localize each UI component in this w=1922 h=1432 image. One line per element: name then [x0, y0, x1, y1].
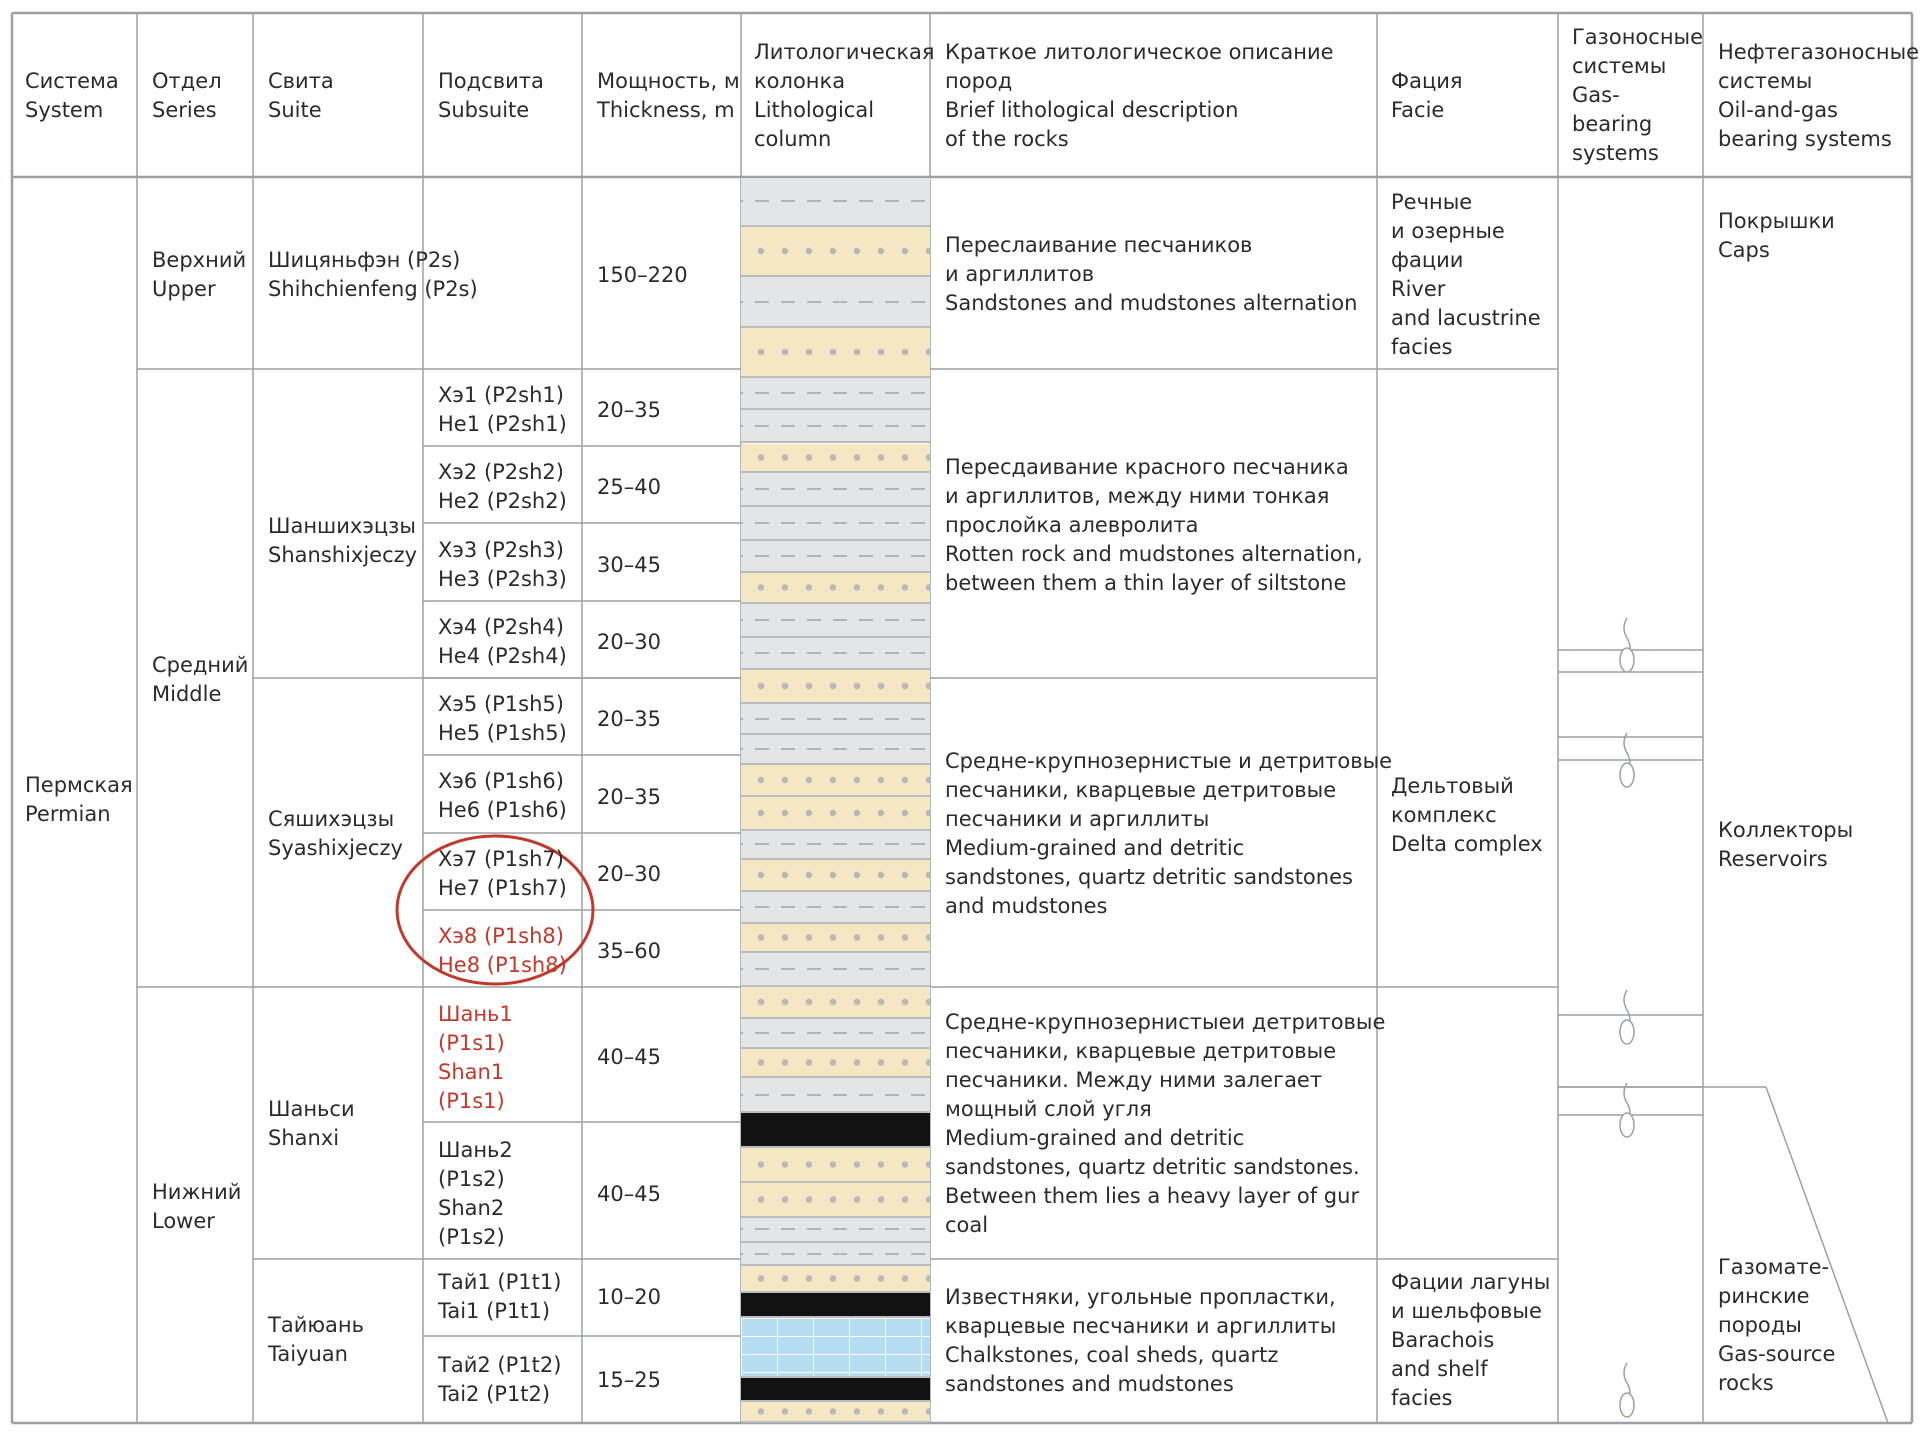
thickness-he1: 20–35 [597, 398, 661, 422]
lith-layer-sandstone [741, 1049, 930, 1079]
series-middle: Средний Middle [152, 653, 249, 706]
thickness-he5: 20–35 [597, 707, 661, 731]
system-permian: Пермская Permian [25, 773, 133, 826]
lith-layer-mudstone [741, 1019, 930, 1049]
thickness-shan1: 40–45 [597, 1045, 661, 1069]
lith-layer-sandstone [741, 765, 930, 797]
lith-layer-mudstone [741, 473, 930, 507]
suite-shihchienfeng: Шицяньфэн (P2s) Shihchienfeng (P2s) [268, 248, 478, 301]
lith-layer-mudstone [741, 892, 930, 924]
lith-layer-mudstone [741, 704, 930, 736]
facie-barachois: Фации лагуны и шельфовые Barachois and shelf facies [1391, 1270, 1551, 1410]
subsuite-shan2: Шань2 (P1s2) Shan2 (P1s2) [438, 1138, 513, 1249]
gas-bubble-icon [1620, 1363, 1634, 1417]
facie-river-lacustrine: Речные и озерные фации River and lacustrine facies [1391, 190, 1541, 359]
description-upper: Переслаивание песчаников и аргиллитов Sandstones and mudstones alternation [945, 233, 1358, 315]
lith-layer-limestone [741, 1318, 930, 1377]
header-facie: Фация Facie [1391, 69, 1463, 122]
lith-layer-sandstone [741, 670, 930, 704]
gas-bubble-icon [1620, 990, 1634, 1044]
suite-shanshixjeczy: Шаншихэцзы Shanshixjeczy [268, 514, 418, 567]
lith-layer-coal [741, 1378, 930, 1402]
header-lith-column: Литологическая колонка Lithological column [754, 40, 935, 151]
header-series: Отдел Series [152, 69, 222, 122]
thickness-he8: 35–60 [597, 939, 661, 963]
thickness-he2: 25–40 [597, 475, 661, 499]
lith-layer-mudstone [741, 735, 930, 765]
subsuite-tai1: Тай1 (P1t1) Tai1 (P1t1) [438, 1270, 562, 1323]
lith-layer-sandstone [741, 444, 930, 474]
thickness-tai1: 10–20 [597, 1285, 661, 1309]
subsuite-he7: Хэ7 (P1sh7) He7 (P1sh7) [438, 847, 567, 900]
thickness-he4: 20–30 [597, 630, 661, 654]
lith-layer-mudstone [741, 178, 930, 227]
lith-layer-mudstone [741, 410, 930, 444]
lith-layer-mudstone [741, 831, 930, 861]
lithological-column [741, 178, 930, 1423]
thickness-he7: 20–30 [597, 862, 661, 886]
header-thickness: Мощность, м Thickness, m [597, 69, 740, 122]
lith-layer-mudstone [741, 378, 930, 410]
lith-layer-sandstone [741, 860, 930, 892]
lith-layer-mudstone [741, 953, 930, 987]
subsuite-he3: Хэ3 (P2sh3) He3 (P2sh3) [438, 538, 567, 591]
suite-shanxi: Шаньси Shanxi [268, 1097, 355, 1150]
header-subsuite: Подсвита Subsuite [438, 69, 544, 122]
thickness-shan2: 40–45 [597, 1182, 661, 1206]
subsuite-he4: Хэ4 (P2sh4) He4 (P2sh4) [438, 615, 567, 668]
description-shanshixjeczy: Пересдаивание красного песчаника и аргиллитов, между ними тонкая прослойка алевролита Rotten rock and mudstones alternation, between them a thin layer of siltstone [945, 455, 1363, 595]
series-upper: Верхний Upper [152, 248, 247, 301]
lith-layer-coal [741, 1293, 930, 1318]
thickness-he3: 30–45 [597, 553, 661, 577]
header-suite: Свита Suite [268, 69, 334, 122]
lith-layer-sandstone [741, 1266, 930, 1292]
lith-layer-sandstone [741, 924, 930, 954]
lith-layer-mudstone [741, 638, 930, 670]
thickness-upper: 150–220 [597, 263, 688, 287]
lith-layer-sandstone [741, 227, 930, 278]
thickness-he6: 20–35 [597, 785, 661, 809]
lith-layer-sandstone [741, 987, 930, 1019]
lith-layer-mudstone [741, 1078, 930, 1113]
header-system: Система System [25, 69, 119, 122]
subsuite-he6: Хэ6 (P1sh6) He6 (P1sh6) [438, 769, 567, 822]
suite-syashixjeczy: Сяшихэцзы Syashixjeczy [268, 807, 403, 860]
lith-layer-mudstone [741, 604, 930, 638]
lith-layer-mudstone [741, 1218, 930, 1243]
lith-layer-sandstone [741, 1148, 930, 1183]
description-shanxi: Средне-крупнозернистыеи детритовые песчаники, кварцевые детритовые песчаники. Между ними залегает мощный слой угля Medium-grained and detritic sandstones, quartz detritic sandstones. Between them lies a heavy layer of gur coal [945, 1010, 1386, 1237]
lith-layer-sandstone [741, 797, 930, 831]
oil-gas-reservoirs: Коллекторы Reservoirs [1718, 818, 1854, 871]
subsuite-he8: Хэ8 (P1sh8) He8 (P1sh8) [438, 924, 567, 977]
oil-gas-caps: Покрышки Caps [1718, 209, 1835, 262]
header-oil-gas-systems: Нефтегазоносные системы Oil-and-gas bearing systems [1718, 40, 1920, 151]
subsuite-he1: Хэ1 (P2sh1) He1 (P2sh1) [438, 383, 567, 436]
facie-delta: Дельтовый комплекс Delta complex [1391, 774, 1543, 856]
lith-layer-sandstone [741, 573, 930, 605]
header-description: Краткое литологическое описание пород Brief lithological description of the rocks [945, 40, 1334, 151]
oil-gas-source-rocks: Газомате- ринские породы Gas-source rocks [1718, 1255, 1836, 1395]
lith-layer-mudstone [741, 277, 930, 328]
description-syashixjeczy: Средне-крупнозернистые и детритовые песчаники, кварцевые детритовые песчаники и аргиллиты Medium-grained and detritic sandstones, quartz detritic sandstones and mudstones [945, 749, 1393, 918]
series-lower: Нижний Lower [152, 1180, 242, 1233]
lith-layer-mudstone [741, 507, 930, 541]
header-gas-systems: Газоносные системы Gas- bearing systems [1572, 25, 1704, 165]
subsuite-he5: Хэ5 (P1sh5) He5 (P1sh5) [438, 692, 567, 745]
subsuite-shan1: Шань1 (P1s1) Shan1 (P1s1) [438, 1002, 513, 1113]
lith-layer-coal [741, 1113, 930, 1148]
gas-bubble-icon [1620, 1083, 1634, 1137]
description-taiyuan: Известняки, угольные пропластки, кварцевые песчаники и аргиллиты Chalkstones, coal sheds, quartz sandstones and mudstones [945, 1285, 1337, 1396]
suite-taiyuan: Тайюань Taiyuan [268, 1313, 364, 1366]
lith-layer-sandstone [741, 1183, 930, 1218]
lith-layer-sandstone [741, 328, 930, 378]
subsuite-he2: Хэ2 (P2sh2) He2 (P2sh2) [438, 460, 567, 513]
thickness-tai2: 15–25 [597, 1368, 661, 1392]
lith-layer-mudstone [741, 541, 930, 573]
gas-bubble-icon [1620, 618, 1634, 672]
subsuite-tai2: Тай2 (P1t2) Tai2 (P1t2) [438, 1353, 562, 1406]
lith-layer-mudstone [741, 1243, 930, 1266]
lith-layer-sandstone [741, 1402, 930, 1423]
